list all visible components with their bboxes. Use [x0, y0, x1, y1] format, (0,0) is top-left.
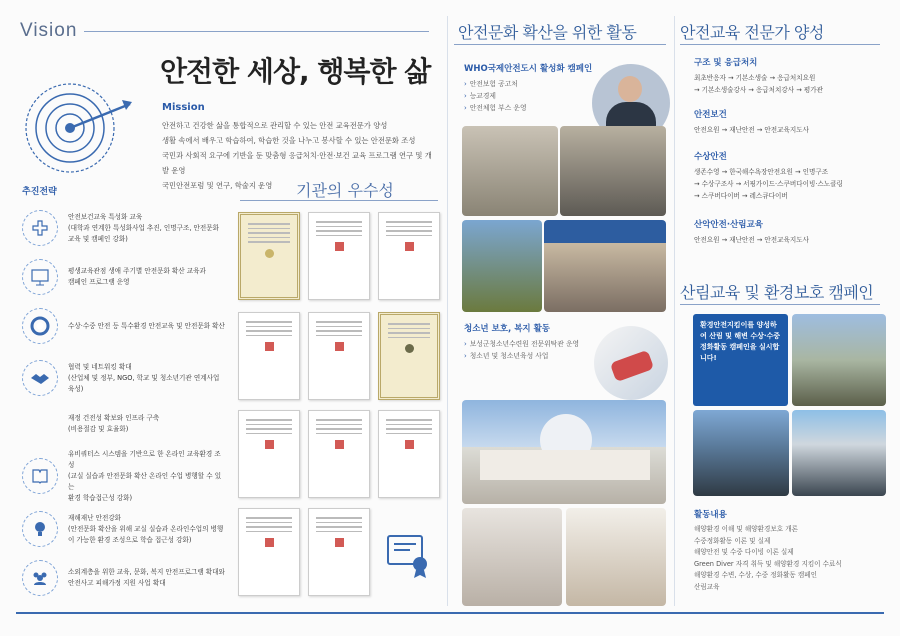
event-photo — [560, 126, 666, 216]
list-item: › 보성군청소년수련원 전문위탁관 운영 — [464, 340, 580, 348]
lifebuoy-icon — [22, 308, 58, 344]
strategy-line: 안전보건교육 특성화 교육 — [68, 212, 143, 221]
strategy-item — [22, 556, 227, 600]
strategy-line: 협력 및 네트워킹 확대 — [68, 362, 132, 371]
certificate — [308, 508, 370, 596]
list-item: › 청소년 및 청소년육성 사업 — [464, 352, 549, 360]
activity-line: Green Diver 자격 취득 및 해양환경 지킴이 수료식 — [694, 559, 842, 568]
strategy-item — [22, 206, 227, 250]
youth-photo — [594, 326, 668, 400]
category-title: 구조 및 응급처치 — [694, 58, 758, 68]
beach-photo — [792, 410, 886, 496]
strategy-line: 이 가능한 환경 조성으로 학습 접근성 강화) — [68, 535, 192, 544]
strategy-item — [22, 402, 227, 446]
certificate — [238, 508, 300, 596]
strategy-item — [22, 507, 227, 551]
activities-title: 안전문화 확산을 위한 활동 — [458, 23, 637, 42]
activity-line: 해양환경 수변, 수상, 수중 정화활동 캠페인 — [694, 571, 817, 579]
strategy-line: 안전사고 피해가정 지원 사업 확대 — [68, 579, 166, 587]
campaign-callout: 환경안전지킴이를 양성하여 산림 및 해변 수상·수중 정화활동 캠페인을 실시합니다! — [693, 314, 788, 406]
forest-title: 산림교육 및 환경보호 캠페인 — [680, 283, 874, 302]
list-item: › 안전보험 공고처 — [464, 80, 518, 88]
category-text — [694, 166, 843, 202]
strategy-item — [22, 255, 227, 299]
certificate — [308, 312, 370, 400]
who-campaign-title: WHO국제안전도시 활성화 캠페인 — [464, 64, 593, 74]
strategy-line: 재정 건전성 확보와 인프라 구축 — [68, 414, 160, 422]
certificate — [238, 212, 300, 300]
strategy-line: 유비쿼터스 시스템을 기반으로 한 온라인 교육환경 조성 — [68, 449, 221, 469]
activity-title: 활동내용 — [694, 510, 727, 520]
youth-list — [464, 338, 579, 362]
strategy-line: 교육 및 캠페인 강화) — [68, 234, 128, 243]
people-icon — [22, 560, 58, 596]
strategy-item — [22, 356, 227, 400]
certificate-icon — [384, 530, 434, 580]
category-line: 생존수영 → 한국해수욕장안전요원 → 인명구조 — [694, 168, 829, 176]
who-campaign-list — [464, 78, 527, 114]
experts-title: 안전교육 전문가 양성 — [680, 23, 824, 42]
strategy-item — [22, 449, 227, 502]
category-line: → 기본소생술강사 → 응급처치강사 → 평가관 — [694, 86, 823, 94]
strategy-line: (안전문화 확산을 위해 교실 실습과 온라인수업의 병행 — [68, 524, 224, 533]
mission-line: 안전하고 건강한 삶을 통합적으로 관리할 수 있는 안전 교육전문가 양성 — [162, 121, 388, 130]
event-photo — [462, 220, 542, 312]
certificate — [238, 410, 300, 498]
strategy-line: (산업체 및 정부, NGO, 학교 및 청소년기관 연계사업 육성) — [68, 373, 220, 393]
list-item: › 안전체험 부스 운영 — [464, 104, 527, 112]
strategy-line: 소외계층을 위한 교육, 문화, 복지 안전프로그램 확대와 — [68, 568, 225, 576]
strategy-line: 캠페인 프로그램 운영 — [68, 278, 130, 286]
excellence-title: 기관의 우수성 — [296, 181, 394, 200]
presentation-icon — [22, 259, 58, 295]
mission-title: Mission — [162, 102, 205, 113]
certificate — [308, 410, 370, 498]
certificate — [378, 212, 440, 300]
strategy-line: (교실 실습과 안전문화 확산 온라인 수업 병행할 수 있는 — [68, 471, 222, 491]
strategy-line: 환경 학습접근성 강화) — [68, 493, 133, 502]
strategy-item — [22, 304, 227, 348]
mission-line: 국민안전포럼 및 연구, 학술지 운영 — [162, 181, 273, 190]
bottom-rule — [16, 612, 884, 614]
column-divider — [674, 16, 675, 606]
strategy-line: 평생교육관점 생애 주기별 안전문화 확산 교육과 — [68, 267, 206, 275]
building-photo — [462, 400, 666, 504]
strategy-title: 추진전략 — [22, 187, 57, 197]
category-text — [694, 234, 809, 246]
mission-line: 생활 속에서 배우고 학습하여, 학습한 것을 나누고 봉사할 수 있는 안전문화 조성 — [162, 136, 416, 145]
activity-photo — [566, 508, 666, 606]
event-photo — [544, 220, 666, 312]
book-icon — [22, 458, 58, 494]
divider — [454, 44, 666, 45]
event-photo — [462, 126, 558, 216]
divider — [680, 44, 880, 45]
category-line: → 수상구조사 → 서핑가이드·스쿠버다이빙·스노클링 — [694, 180, 843, 188]
headline: 안전한 세상, 행복한 삶 — [160, 55, 431, 88]
category-line: → 스쿠버다이버 → 레스큐다이버 — [694, 192, 788, 200]
mission-line: 국민과 사회적 요구에 기반을 둔 맞춤형 응급처치·안전·보건 교육 프로그램 연구 및 개발 운영 — [162, 151, 432, 175]
activity-line: 산림교육 — [694, 582, 720, 591]
plus-icon — [22, 210, 58, 246]
lightbulb-icon — [22, 511, 58, 547]
certificate — [378, 312, 440, 400]
strategy-line: 재해재난 안전강화 — [68, 513, 122, 522]
handshake-icon — [22, 360, 58, 396]
forest-photo — [792, 314, 886, 406]
target-icon — [24, 72, 136, 184]
category-title: 수상안전 — [694, 152, 727, 162]
category-line: 최초반응자 → 기본소생술 → 응급처치요원 — [694, 74, 816, 82]
certificate — [308, 212, 370, 300]
category-text — [694, 124, 809, 136]
activity-photo — [462, 508, 562, 606]
beach-photo — [693, 410, 789, 496]
activity-line: 해양환경 이해 및 해양환경보호 개론 — [694, 525, 798, 533]
certificate — [238, 312, 300, 400]
certificate — [378, 410, 440, 498]
youth-title: 청소년 보호, 복지 활동 — [464, 324, 551, 334]
strategy-line: (대학과 연계한 특성화사업 추진, 인명구조, 안전문화 — [68, 223, 220, 232]
category-line: 안전요원 → 재난안전 → 안전교육지도사 — [694, 126, 809, 134]
strategy-line: (비용절감 및 효율화) — [68, 425, 129, 433]
category-title: 안전보건 — [694, 110, 727, 120]
category-line: 안전요원 → 재난안전 → 안전교육지도사 — [694, 236, 809, 244]
divider — [680, 304, 880, 305]
activity-list — [694, 524, 842, 593]
activity-line: 해양안전 및 수중 다이빙 이론 실제 — [694, 548, 794, 556]
vision-label: Vision — [20, 20, 78, 41]
divider — [240, 200, 438, 201]
category-text — [694, 72, 823, 96]
column-divider — [447, 16, 448, 606]
category-title: 산악안전·산림교육 — [694, 220, 763, 230]
strategy-line: 수상·수중 안전 등 특수환경 안전교육 및 안전문화 확산 — [68, 321, 225, 330]
list-item: › 능교경제 — [464, 92, 496, 100]
activity-line: 수중정화활동 이론 및 실제 — [694, 536, 771, 545]
divider — [84, 31, 429, 32]
